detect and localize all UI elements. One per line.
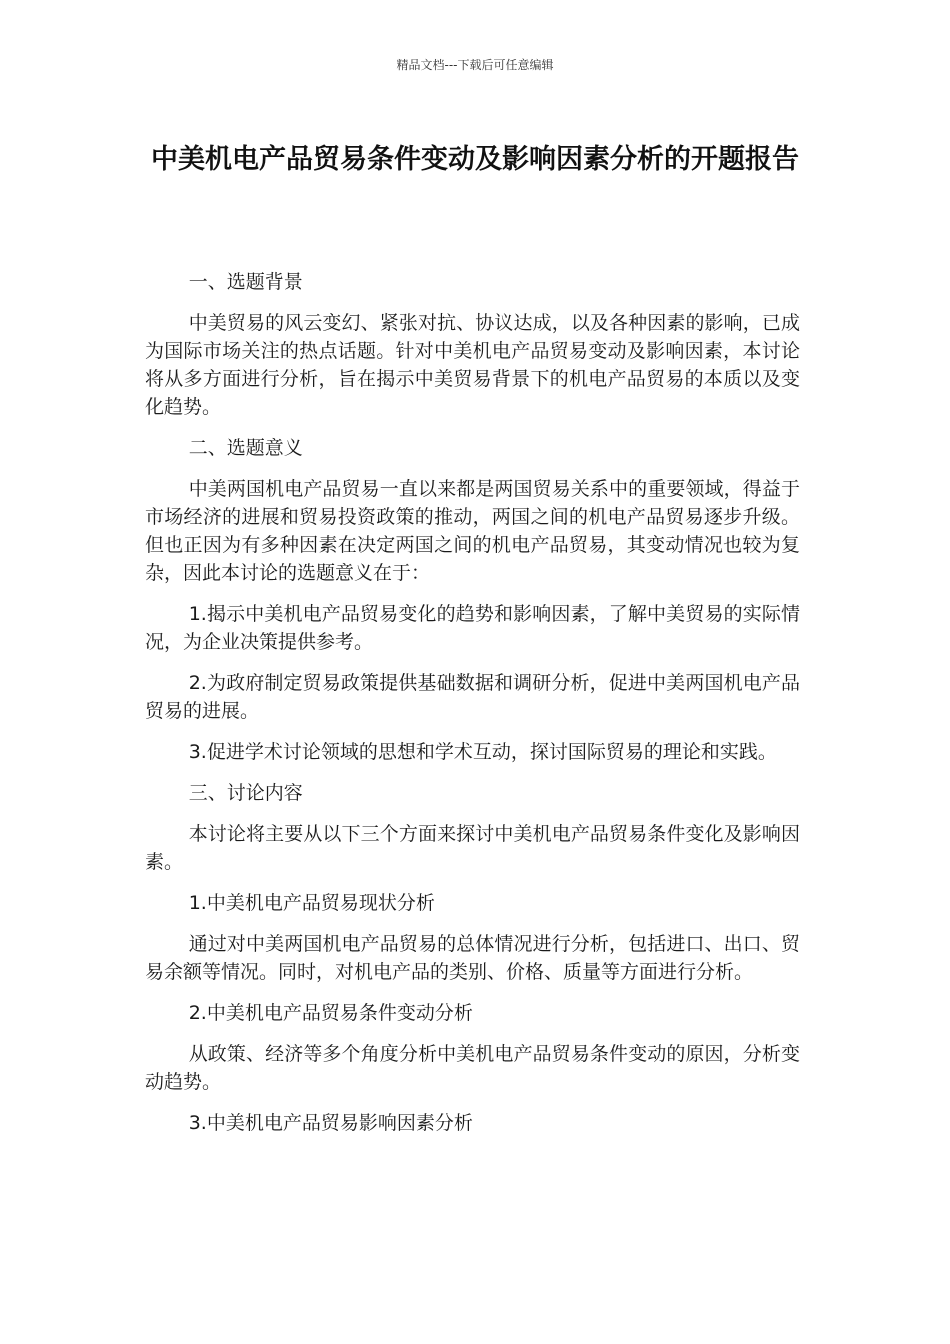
subheading-terms-change-analysis: 2.中美机电产品贸易条件变动分析 (188, 1002, 473, 1024)
list-item-significance-2: 2.为政府制定贸易政策提供基础数据和调研分析，促进中美两国机电产品贸易的进展。 (145, 672, 800, 722)
section-heading-background: 一、选题背景 (188, 271, 303, 293)
paragraph-status-analysis: 通过对中美两国机电产品贸易的总体情况进行分析，包括进口、出口、贸易余额等情况。同时，对机电产品的类别、价格、质量等方面进行分析。 (145, 933, 800, 983)
paragraph-content-intro: 本讨论将主要从以下三个方面来探讨中美机电产品贸易条件变化及影响因素。 (145, 823, 800, 873)
list-item-significance-3: 3.促进学术讨论领域的思想和学术互动，探讨国际贸易的理论和实践。 (188, 741, 777, 763)
section-heading-significance: 二、选题意义 (188, 437, 303, 459)
paragraph-significance: 中美两国机电产品贸易一直以来都是两国贸易关系中的重要领域，得益于市场经济的进展和贸易投资政策的推动，两国之间的机电产品贸易逐步升级。但也正因为有多种因素在决定两国之间的机电产品贸易，其变动情况也较为复杂，因此本讨论的选题意义在于： (145, 478, 800, 584)
list-item-significance-1: 1.揭示中美机电产品贸易变化的趋势和影响因素，了解中美贸易的实际情况，为企业决策提供参考。 (145, 603, 800, 653)
paragraph-terms-change-analysis: 从政策、经济等多个角度分析中美机电产品贸易条件变动的原因，分析变动趋势。 (145, 1043, 800, 1093)
subheading-influence-factors: 3.中美机电产品贸易影响因素分析 (188, 1112, 473, 1134)
document-title: 中美机电产品贸易条件变动及影响因素分析的开题报告 (151, 144, 799, 175)
section-heading-content: 三、讨论内容 (188, 782, 303, 804)
subheading-status-analysis: 1.中美机电产品贸易现状分析 (188, 892, 435, 914)
page-header: 精品文档---下载后可任意编辑 (396, 58, 554, 72)
document-body (145, 268, 800, 1150)
paragraph-background: 中美贸易的风云变幻、紧张对抗、协议达成，以及各种因素的影响，已成为国际市场关注的热点话题。针对中美机电产品贸易变动及影响因素，本讨论将从多方面进行分析，旨在揭示中美贸易背景下的机电产品贸易的本质以及变化趋势。 (145, 312, 800, 418)
